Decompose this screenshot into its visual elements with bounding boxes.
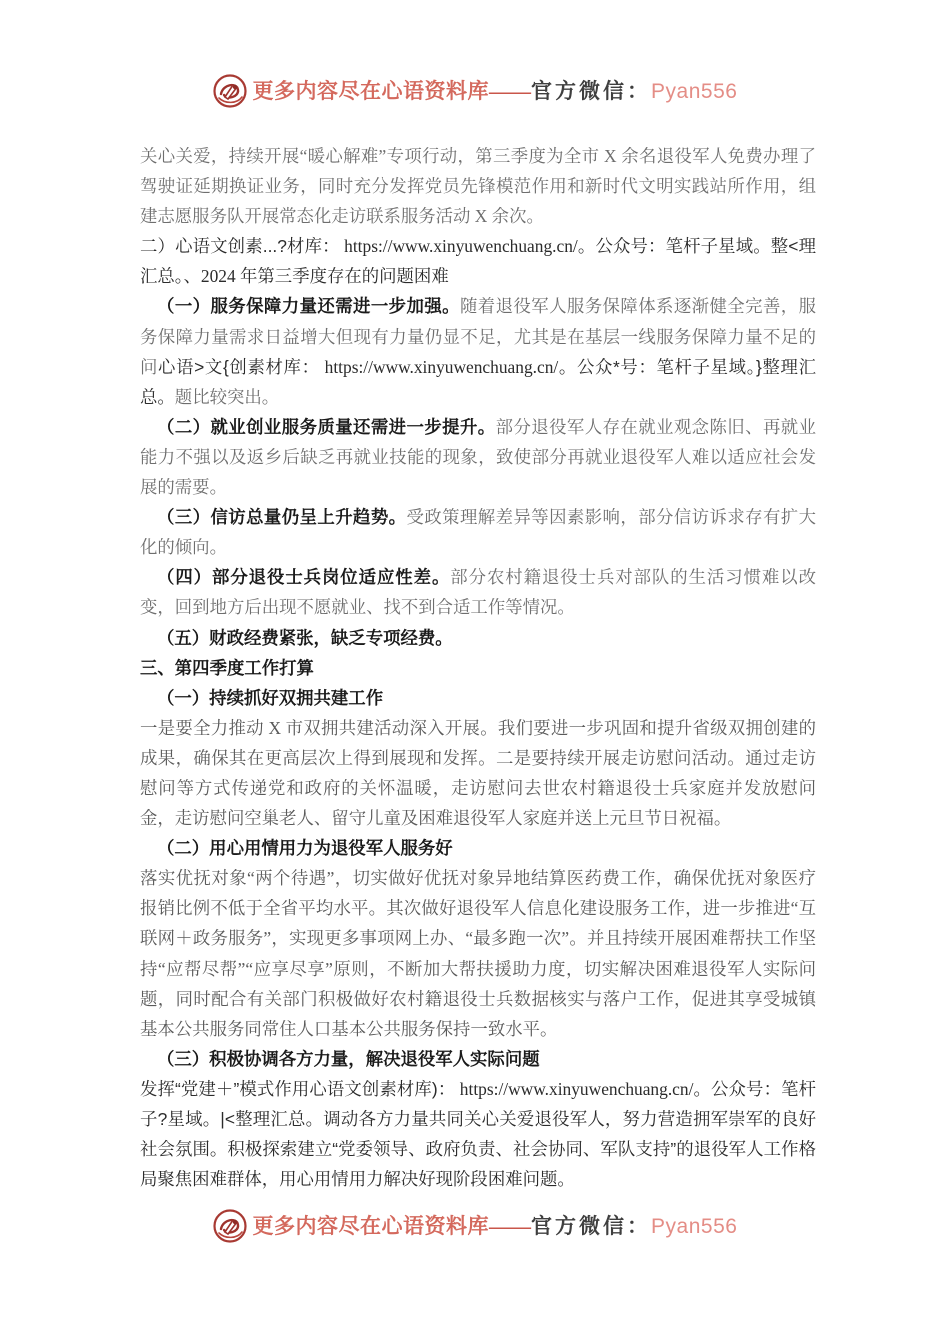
text-run: 受政策理解差异等因素影响，部分信访诉求存有扩大化的倾向。 bbox=[140, 507, 816, 558]
text-run: 题比较突出。 bbox=[174, 386, 280, 407]
watermark-wechat-label: 官方微信： bbox=[531, 78, 652, 103]
body-paragraph bbox=[140, 713, 816, 833]
text-run: 三、第四季度工作打算 bbox=[140, 657, 314, 678]
text-run: （二）就业创业服务质量还需进一步提升。 bbox=[157, 416, 496, 437]
text-run: https://www.xinyuwenchuang.cn/ bbox=[319, 356, 559, 377]
body-paragraph bbox=[140, 562, 816, 622]
xinyu-swirl-logo-icon bbox=[213, 1209, 247, 1243]
watermark-cn-text: 更多内容尽在心语资料库 bbox=[252, 1213, 490, 1238]
text-run: 部分退役军人存在就业观念陈旧、再就业能力不强以及返乡后缺乏再就业技能的现象，致使部分再就业退役军人难以适应社会发展的需要。 bbox=[140, 416, 816, 498]
text-run: 发挥“党建＋”模式作用心语文创素材库)： bbox=[140, 1078, 456, 1099]
text-run: 心语>文{创素材库： bbox=[158, 356, 320, 377]
xinyu-swirl-logo-icon bbox=[213, 74, 247, 108]
text-run: （四）部分退役士兵岗位适应性差。 bbox=[157, 567, 451, 588]
body-paragraph bbox=[140, 1074, 816, 1194]
body-paragraph bbox=[140, 863, 816, 1044]
document-text-body bbox=[140, 141, 816, 1194]
text-run: 部分农村籍退役士兵对部队的生活习惯难以改变，回到地方后出现不愿就业、找不到合适工作等情况。 bbox=[140, 567, 816, 618]
body-paragraph bbox=[140, 502, 816, 562]
watermark-wechat-id: Pyan556 bbox=[651, 79, 738, 103]
text-run: 。公众*号：笔杆子星域。}整理汇总。 bbox=[140, 356, 816, 407]
text-run: https://www.xinyuwenchuang.cn/ bbox=[339, 236, 578, 257]
section-heading bbox=[140, 683, 816, 713]
text-run: 一是要全力推动 X 市双拥共建活动深入开展。我们要进一步巩固和提升省级双拥创建的成果，确保其在更高层次上得到展现和发挥。二是要持续开展走访慰问活动。通过走访慰问等方式传递党和政府的关怀温暖，走访慰问去世农村籍退役士兵家庭并发放慰问金，走访慰问空巢老人、留守儿童及困难退役军人家庭并送上元旦节日祝福。 bbox=[140, 717, 816, 829]
watermark-wechat-label: 官方微信： bbox=[531, 1213, 652, 1238]
watermark-dash: —— bbox=[489, 1213, 532, 1238]
watermark-cn-text: 更多内容尽在心语资料库 bbox=[252, 78, 490, 103]
text-run: （五）财政经费紧张，缺乏专项经费。 bbox=[157, 627, 453, 648]
text-run: 年第三季度存在的问题困难 bbox=[240, 266, 449, 287]
body-paragraph bbox=[140, 141, 816, 231]
text-run: （三）信访总量仍呈上升趋势。 bbox=[157, 507, 407, 528]
body-paragraph bbox=[140, 412, 816, 502]
text-run: （二）用心用情用力为退役军人服务好 bbox=[157, 838, 453, 859]
body-paragraph bbox=[140, 231, 816, 291]
watermark-header bbox=[0, 74, 950, 108]
text-run: 。公众号：笔杆子?星域。|<整理汇总。调动各方力量共同关心关爱退役军人，努力营造拥军崇军的良好社会氛围。积极探索建立“党委领导、政府负责、社会协同、军队支持”的退役军人工作格局聚焦困难群体，用心用情用力解决好现阶段困难问题。 bbox=[140, 1078, 816, 1190]
text-run: https://www.xinyuwenchuang.cn/ bbox=[455, 1078, 694, 1099]
watermark-dash: —— bbox=[489, 78, 532, 103]
body-paragraph bbox=[140, 291, 816, 411]
text-run: 。公众号：笔杆子星域。整<理汇总。、 bbox=[140, 236, 816, 287]
text-run: （一）持续抓好双拥共建工作 bbox=[157, 687, 384, 708]
watermark-footer bbox=[0, 1209, 950, 1243]
section-heading bbox=[140, 653, 816, 683]
section-heading bbox=[140, 623, 816, 653]
section-heading bbox=[140, 833, 816, 863]
text-run: 二）心语文创素...?材库： bbox=[140, 236, 340, 257]
text-run: 落实优抚对象“两个待遇”，切实做好优抚对象异地结算医药费工作，确保优抚对象医疗报销比例不低于全省平均水平。其次做好退役军人信息化建设服务工作，进一步推进“互联网＋政务服务”，实现更多事项网上办、“最多跑一次”。并且持续开展困难帮扶工作坚持“应帮尽帮”“应享尽享”原则，不断加大帮扶援助力度，切实解决困难退役军人实际问题，同时配合有关部门积极做好农村籍退役士兵数据核实与落户工作，促进其享受城镇基本公共服务同常住人口基本公共服务保持一致水平。 bbox=[140, 868, 816, 1039]
watermark-wechat-id: Pyan556 bbox=[651, 1214, 738, 1238]
section-heading bbox=[140, 1044, 816, 1074]
text-run: 关心关爱，持续开展“暖心解难”专项行动，第三季度为全市 X 余名退役军人免费办理了驾驶证延期换证业务，同时充分发挥党员先锋模范作用和新时代文明实践站所作用，组建志愿服务队开展常态化走访联系服务活动 X 余次。 bbox=[140, 146, 816, 227]
text-run: 随着退役军人服务保障体系逐渐健全完善，服务保障力量需求日益增大但现有力量仍显不足，尤其是在基层一线服务保障力量不足的问 bbox=[140, 296, 816, 377]
text-run: （一）服务保障力量还需进一步加强。 bbox=[157, 296, 460, 317]
watermark-text bbox=[252, 1213, 738, 1238]
text-run: 2024 bbox=[200, 266, 241, 287]
watermark-text bbox=[252, 78, 738, 103]
text-run: （三）积极协调各方力量，解决退役军人实际问题 bbox=[157, 1048, 540, 1069]
